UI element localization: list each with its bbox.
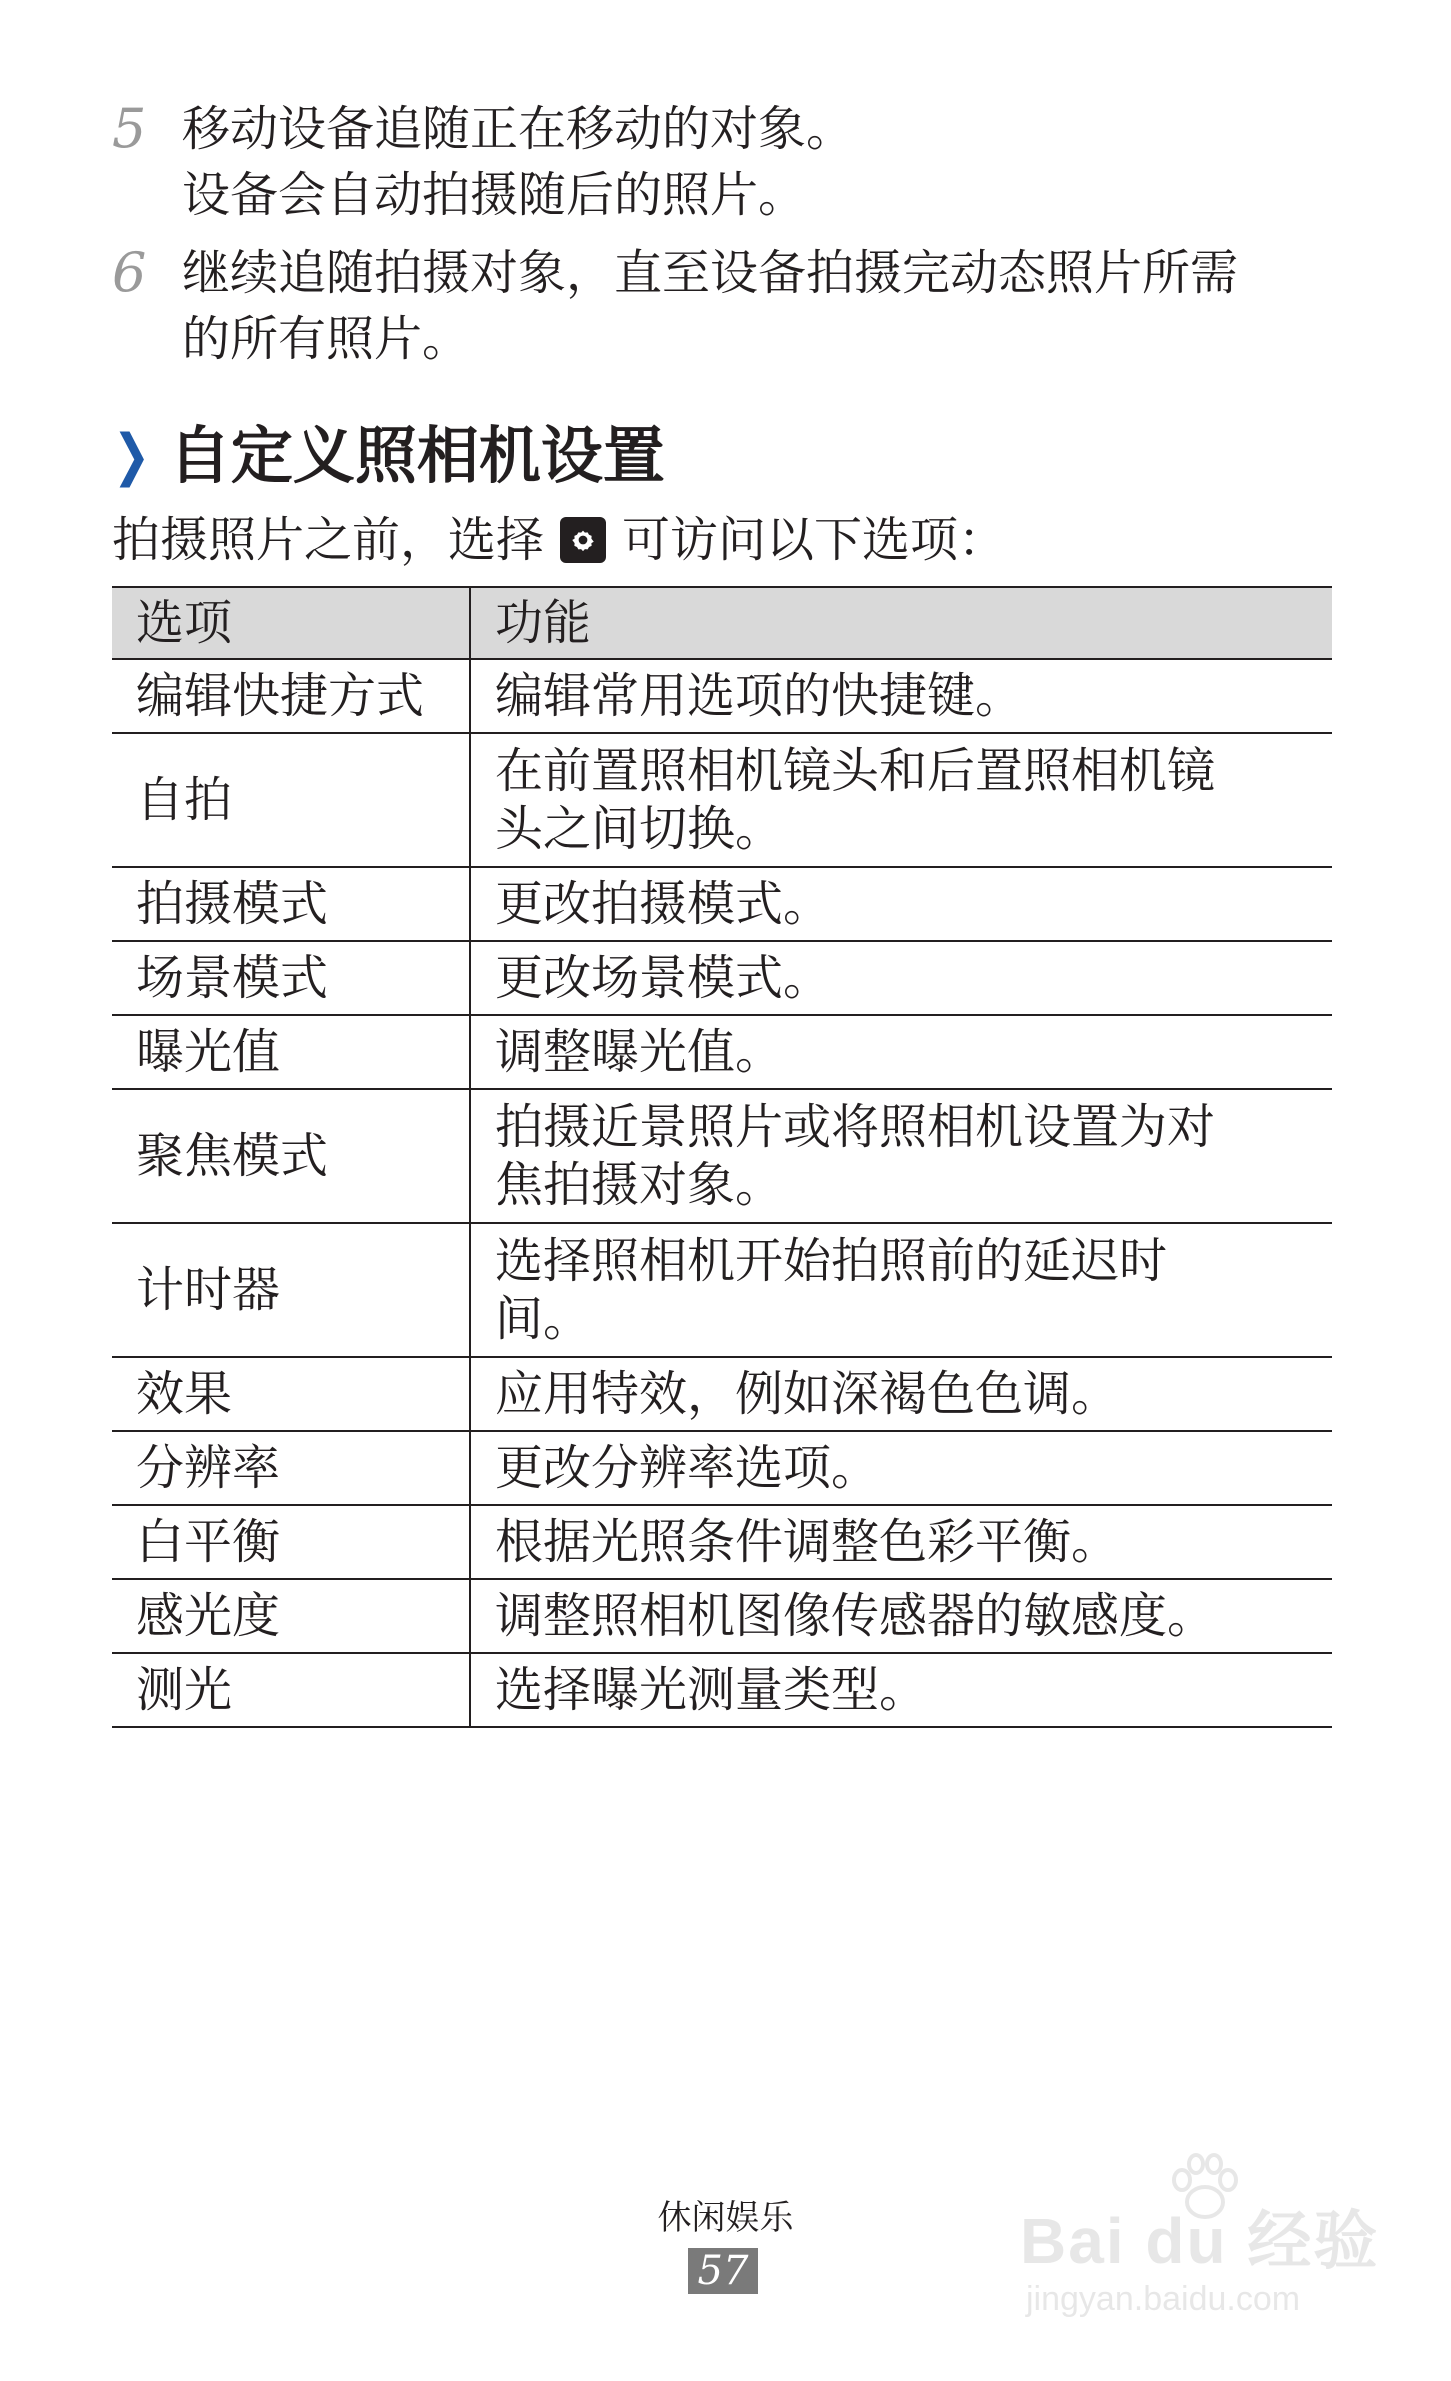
step-text <box>182 240 1352 372</box>
footer-section-label: 休闲娱乐 <box>657 2198 794 2238</box>
table-row <box>112 1653 1332 1727</box>
function-line: 在前置照相机镜头和后置照相机镜 <box>495 743 1216 799</box>
function-line: 选择照相机开始拍照前的延迟时 <box>495 1233 1168 1289</box>
function-cell: 编辑常用选项的快捷键。 <box>470 659 1332 733</box>
option-cell: 分辨率 <box>112 1431 470 1505</box>
intro-text <box>112 500 1006 580</box>
function-cell: 调整照相机图像传感器的敏感度。 <box>470 1579 1332 1653</box>
step-line: 设备会自动拍摄随后的照片。 <box>182 167 807 223</box>
step-number: 6 <box>112 241 147 304</box>
function-cell <box>470 733 1332 867</box>
table-row <box>112 1505 1332 1579</box>
table-header-row <box>112 587 1332 659</box>
function-line: 头之间切换。 <box>495 801 784 857</box>
section-title: 自定义照相机设置 <box>168 419 665 492</box>
function-cell: 更改场景模式。 <box>470 941 1332 1015</box>
function-line: 间。 <box>495 1291 592 1347</box>
option-cell: 计时器 <box>112 1223 470 1357</box>
section-heading <box>108 412 665 500</box>
table-row <box>112 1579 1332 1653</box>
step-number: 5 <box>112 97 147 160</box>
function-cell <box>470 1089 1332 1223</box>
step-line: 继续追随拍摄对象，直至设备拍摄完动态照片所需 <box>182 245 1239 301</box>
function-cell: 根据光照条件调整色彩平衡。 <box>470 1505 1332 1579</box>
option-cell: 编辑快捷方式 <box>112 659 470 733</box>
settings-gear-icon <box>560 517 606 563</box>
step-line: 的所有照片。 <box>182 311 471 367</box>
step-5 <box>112 96 1352 228</box>
column-header-option: 选项 <box>112 587 470 659</box>
table-row <box>112 1223 1332 1357</box>
function-cell: 更改分辨率选项。 <box>470 1431 1332 1505</box>
function-cell: 选择曝光测量类型。 <box>470 1653 1332 1727</box>
watermark-brand: Bai du 经验 <box>1020 2205 1380 2277</box>
option-cell: 感光度 <box>112 1579 470 1653</box>
column-header-function: 功能 <box>470 587 1332 659</box>
option-cell: 拍摄模式 <box>112 867 470 941</box>
option-cell: 聚焦模式 <box>112 1089 470 1223</box>
table-row <box>112 1015 1332 1089</box>
table-row <box>112 941 1332 1015</box>
table-row <box>112 659 1332 733</box>
step-line: 移动设备追随正在移动的对象。 <box>182 101 855 157</box>
chevron-right-icon: ❯ <box>112 423 151 488</box>
function-line: 焦拍摄对象。 <box>495 1157 784 1213</box>
option-cell: 白平衡 <box>112 1505 470 1579</box>
table-row <box>112 1089 1332 1223</box>
table-row <box>112 1357 1332 1431</box>
function-cell: 更改拍摄模式。 <box>470 867 1332 941</box>
option-cell: 场景模式 <box>112 941 470 1015</box>
function-cell: 应用特效，例如深褐色色调。 <box>470 1357 1332 1431</box>
option-cell: 效果 <box>112 1357 470 1431</box>
function-cell: 调整曝光值。 <box>470 1015 1332 1089</box>
options-table <box>112 586 1332 1728</box>
intro-before: 拍摄照片之前，选择 <box>112 512 545 568</box>
option-cell: 测光 <box>112 1653 470 1727</box>
table-row <box>112 733 1332 867</box>
table-row <box>112 867 1332 941</box>
option-cell: 自拍 <box>112 733 470 867</box>
page-number: 57 <box>688 2248 758 2294</box>
step-6 <box>112 240 1352 372</box>
intro-after: 可访问以下选项： <box>622 512 1007 568</box>
watermark-url: jingyan.baidu.com <box>1026 2280 1301 2318</box>
option-cell: 曝光值 <box>112 1015 470 1089</box>
baidu-watermark <box>1020 2150 1400 2350</box>
function-cell <box>470 1223 1332 1357</box>
step-text <box>182 96 1352 228</box>
table-row <box>112 1431 1332 1505</box>
function-line: 拍摄近景照片或将照相机设置为对 <box>495 1099 1216 1155</box>
